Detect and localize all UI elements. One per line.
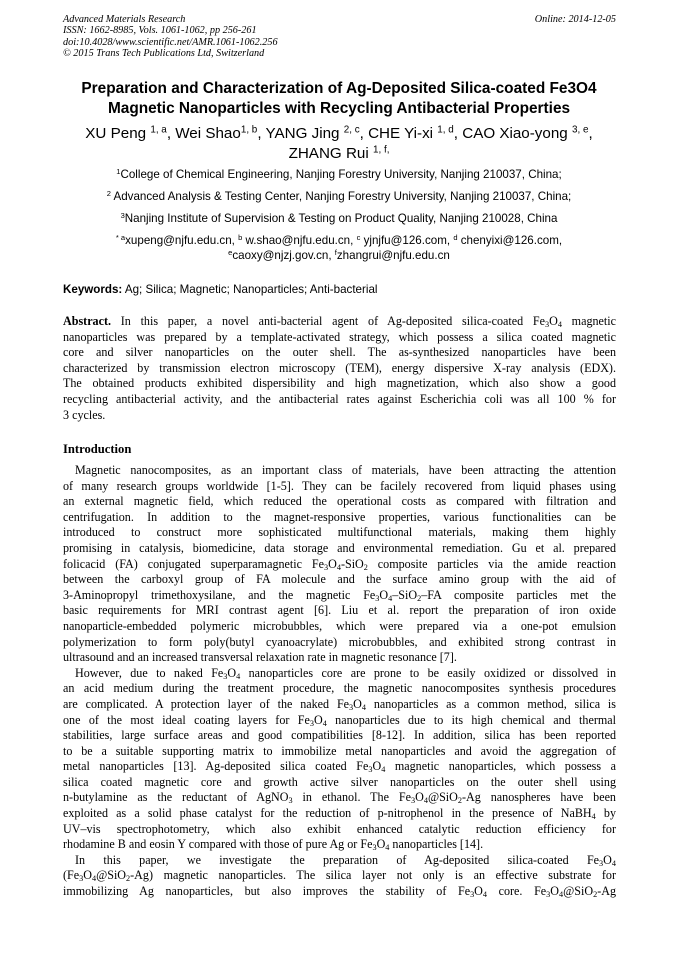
subscript: 4 xyxy=(557,320,562,330)
subscript: 2 xyxy=(126,874,131,884)
subscript: 4 xyxy=(388,593,393,603)
author-name: XU Peng xyxy=(85,125,147,142)
formula-part: Fe xyxy=(360,837,373,852)
subscript: 4 xyxy=(385,843,390,853)
body-text: -Ag xyxy=(597,884,616,899)
body-line xyxy=(63,713,616,729)
formula-part: Fe xyxy=(311,556,324,571)
formula-part: O xyxy=(353,696,362,711)
subscript: 2 xyxy=(457,796,463,806)
affiliation-marker: 3 xyxy=(120,210,125,220)
abstract-line: The obtained products exhibited dispersibility and high magnetization, which also show a good xyxy=(63,376,616,391)
body-line: polymerization to form poly(butyl cyanoacrylate) microbubbles, and exhibited strong contrast in xyxy=(63,634,616,649)
subscript: 4 xyxy=(336,562,341,572)
author-name: , CAO Xiao-yong xyxy=(453,125,568,142)
email-marker: f xyxy=(334,247,337,257)
body-text: core. xyxy=(487,884,535,899)
subscript: 2 xyxy=(363,562,368,572)
author-affiliation-marker: 1, b xyxy=(240,124,258,136)
email-link[interactable]: yjnjfu@126.com, xyxy=(360,234,454,247)
body-text: n-butylamine as the reductant of AgNO xyxy=(63,790,289,805)
body-text: -SiO xyxy=(340,556,364,571)
body-text: @SiO xyxy=(427,790,458,805)
body-text: composite particles via the amide reaction xyxy=(367,556,616,571)
formula-part: O xyxy=(328,556,337,571)
author-separator: , xyxy=(588,125,593,142)
subscript: 3 xyxy=(368,765,373,775)
title-line-1: Preparation and Characterization of Ag-Deposited Silica-coated Fe3O4 xyxy=(81,80,597,97)
body-line xyxy=(63,884,616,900)
abstract-line: nanoparticles was prepared by a template-activated strategy, which possess a silica coated magnetic xyxy=(63,329,616,344)
affiliation-text: Advanced Analysis & Testing Center, Nanjing Forestry University, Nanjing 210037, China; xyxy=(110,190,572,203)
journal-name: Advanced Materials Research xyxy=(63,14,186,25)
author-affiliation-marker: 1, d xyxy=(437,124,454,136)
abstract-line: 3 cycles. xyxy=(63,407,106,422)
journal-header xyxy=(63,14,278,60)
author-name: , CHE Yi-xi xyxy=(359,125,434,142)
abstract-line: characterized by transmission electron microscopy (TEM), energy dispersive X-ray analysis (EDX). xyxy=(63,360,616,375)
introduction-body xyxy=(63,463,616,900)
abstract xyxy=(63,314,616,423)
body-line: stabilities, large surface areas and good compatibilities [8-12]. In addition, silica has been reported xyxy=(63,728,616,743)
body-text: nanoparticles core are prone to be easily oxidized or dissolved in xyxy=(240,665,616,680)
subscript: 3 xyxy=(599,858,604,868)
formula-part: Fe xyxy=(356,759,369,774)
subscript: 4 xyxy=(482,890,488,900)
body-line xyxy=(63,868,616,884)
formula-part: Fe xyxy=(297,712,310,727)
email-link[interactable]: w.shao@njfu.edu.cn, xyxy=(242,234,357,247)
body-text: one of the most ideal coating layers for xyxy=(63,712,298,727)
formula-part: O xyxy=(550,884,559,899)
body-line: introduced to construct more sophisticated multifunctional materials, making them highly xyxy=(63,525,616,540)
author-name: ZHANG Rui xyxy=(288,144,369,162)
body-line xyxy=(63,557,616,573)
author-list xyxy=(40,124,638,163)
subscript: 4 xyxy=(381,765,386,775)
formula-part: Fe xyxy=(586,852,600,867)
formula-part: O xyxy=(372,759,382,774)
body-text: by xyxy=(595,806,616,821)
body-line: basic requirements for MRI contrast agent [6]. Liu et al. report the preparation of iron oxide xyxy=(63,603,616,618)
email-link[interactable]: xupeng@njfu.edu.cn, xyxy=(125,234,239,247)
abstract-line: recycling antibacterial activity, and the antibacterial rates against Escherichia coli was all 100 % for xyxy=(63,391,616,406)
keywords xyxy=(63,283,623,297)
body-text: @SiO xyxy=(563,884,594,899)
author-affiliation-marker: 2, c xyxy=(343,124,360,136)
subscript: 4 xyxy=(423,796,428,806)
email-marker: e xyxy=(228,247,233,257)
body-line xyxy=(63,588,616,604)
subscript: 4 xyxy=(591,812,596,822)
subscript: 4 xyxy=(236,671,241,681)
abstract-line xyxy=(63,314,616,330)
body-line: an acid medium during the treatment procedure, the magnetic nanocomposites synthesis procedures xyxy=(63,681,616,696)
body-text: @SiO xyxy=(96,868,127,883)
subscript: 3 xyxy=(323,562,329,572)
affiliation-marker: 1 xyxy=(116,166,121,176)
subscript: 3 xyxy=(546,890,551,900)
abstract-text: In this paper, a novel anti-bacterial agent of Ag-deposited silica-coated Fe xyxy=(111,314,545,328)
body-line xyxy=(63,837,616,853)
formula-part: O xyxy=(227,665,237,680)
body-text: in ethanol. The xyxy=(292,790,399,805)
online-date-text: Online: 2014-12-05 xyxy=(534,14,616,25)
subscript: 3 xyxy=(79,874,84,884)
formula-part: Fe xyxy=(336,696,350,711)
body-text: nanoparticles as a common method, silica is xyxy=(365,696,616,711)
email-link[interactable]: chenyixi@126.com, xyxy=(457,234,563,247)
author-name: , YANG Jing xyxy=(257,125,340,142)
issn-line: ISSN: 1662-8985, Vols. 1061-1062, pp 256-261 xyxy=(63,25,257,37)
body-line: UV–vis spectrophotometry, which also exhibit enhanced catalytic reduction efficiency for xyxy=(63,821,616,836)
subscript: 4 xyxy=(361,702,366,712)
abstract-line: core and silver nanoparticles on the outer shell. The as-synthesized nanoparticles have been xyxy=(63,345,616,360)
body-line xyxy=(63,666,616,682)
body-line: of many research groups worldwide [1-5]. They can be facilely recovered from liquid phases using xyxy=(63,478,616,493)
body-text: –FA composite particles met the xyxy=(421,587,616,602)
body-text: -Ag nanospheres have been xyxy=(462,790,616,805)
subscript: 3 xyxy=(223,671,228,681)
subscript: 4 xyxy=(322,718,327,728)
subscript: 3 xyxy=(410,796,416,806)
body-line xyxy=(63,806,616,822)
affiliation-1 xyxy=(40,168,638,181)
author-affiliation-marker: 1, a xyxy=(150,124,167,136)
subscript: 3 xyxy=(375,593,380,603)
body-text: nanoparticles [14]. xyxy=(389,837,484,852)
body-text: metal nanoparticles [13]. Ag-deposited silica coated xyxy=(63,759,357,774)
body-line: nanoparticle-embedded polymeric microbubbles, which were prepared via a one-pot emulsion xyxy=(63,618,616,633)
author-affiliation-marker: 3, e xyxy=(571,124,589,136)
formula-part: Fe xyxy=(534,884,547,899)
body-line xyxy=(63,790,616,806)
body-text: In this paper, we investigate the preparation of Ag-deposited silica-coated xyxy=(75,852,587,867)
formula-part: Fe xyxy=(67,868,80,883)
emails-line-1 xyxy=(40,234,638,247)
affiliation-2 xyxy=(40,190,638,203)
body-line: ultrasound and an increased transversal relaxation rate in magnetic resonance [7]. xyxy=(63,650,457,665)
keywords-text: Ag; Silica; Magnetic; Nanoparticles; Anti-bacterial xyxy=(122,283,378,296)
subscript: 3 xyxy=(372,843,377,853)
subscript: 3 xyxy=(288,796,293,806)
formula-part: O xyxy=(313,712,323,727)
body-line: centrifugation. In addition to the magnet-responsive properties, various functionalities can be xyxy=(63,509,616,524)
body-text: ( xyxy=(63,868,68,883)
paper-title xyxy=(40,79,638,119)
subscript: 4 xyxy=(91,874,97,884)
section-heading-introduction: Introduction xyxy=(63,442,132,456)
email-marker: b xyxy=(238,232,243,242)
body-line xyxy=(63,759,616,775)
body-line xyxy=(63,853,616,869)
author-affiliation-marker: 1, f, xyxy=(372,144,390,156)
formula-part: Fe xyxy=(363,587,376,602)
body-text: immobilizing Ag nanoparticles, but also improves the stability of xyxy=(63,884,458,899)
copyright-line: © 2015 Trans Tech Publications Ltd, Switzerland xyxy=(63,48,265,60)
body-line: to be a suitable supporting matrix to immobilize metal nanoparticles and avoid the aggregation of xyxy=(63,743,616,758)
email-marker: d xyxy=(453,232,458,242)
body-text: exploited as a solid phase catalyst for the reduction of p-nitrophenol in the presence of NaBH xyxy=(63,806,592,821)
subscript: 2 xyxy=(417,593,422,603)
formula-part: Fe xyxy=(211,665,224,680)
keywords-label: Keywords: xyxy=(63,283,123,296)
formula-part: O xyxy=(549,314,558,328)
body-line: silica coated magnetic core and growth active silver nanoparticles on the outer shell using xyxy=(63,774,616,789)
doi-line[interactable]: doi:10.4028/www.scientific.net/AMR.1061-1062.256 xyxy=(63,36,278,48)
title-line-2: Magnetic Nanoparticles with Recycling Antibacterial Properties xyxy=(107,100,571,117)
formula-part: Fe xyxy=(398,790,411,805)
email-marker: * a xyxy=(115,232,126,242)
body-text: rhodamine B and eosin Y compared with those of pure Ag or xyxy=(63,837,361,852)
formula-part: O xyxy=(379,587,389,602)
body-line: between the carboxyl group of FA molecule and the surface amino group with the aid of xyxy=(63,572,616,587)
authors-line-1 xyxy=(40,124,638,144)
subscript: 3 xyxy=(470,890,475,900)
email-marker: c xyxy=(356,232,361,242)
body-line: Magnetic nanocomposites, as an important class of materials, have been attracting the attention xyxy=(75,463,616,477)
formula-part: O xyxy=(474,884,483,899)
online-date xyxy=(535,14,616,25)
subscript: 2 xyxy=(593,890,598,900)
body-text: -Ag) magnetic nanoparticles. The silica layer not only is an effective substrate for xyxy=(130,868,616,883)
body-text: are complicated. A protection layer of the naked xyxy=(63,696,337,711)
subscript: 4 xyxy=(611,858,616,868)
body-text: folicacid (FA) conjugated superparamagnetic xyxy=(63,556,312,571)
body-text: However, due to naked xyxy=(75,665,212,680)
body-line: promising in catalysis, biomedicine, data storage and environmental remediation. Gu et al. prepared xyxy=(63,540,616,555)
body-line xyxy=(63,697,616,713)
formula-part: O xyxy=(83,868,92,883)
subscript: 3 xyxy=(349,702,354,712)
formula-part: O xyxy=(376,837,386,852)
body-line: an external magnetic field, which reduced the operational costs as compared with filtration and xyxy=(63,494,616,509)
affiliation-marker: 2 xyxy=(106,188,111,198)
affiliation-text: College of Chemical Engineering, Nanjing Forestry University, Nanjing 210037, China; xyxy=(120,168,562,181)
body-text: nanoparticles due to its high chemical and thermal xyxy=(326,712,616,727)
email-link[interactable]: zhangrui@njfu.edu.cn xyxy=(336,249,450,262)
emails-line-2 xyxy=(40,249,638,262)
affiliation-3 xyxy=(40,212,638,225)
formula-part: O xyxy=(603,852,612,867)
formula-part: O xyxy=(415,790,424,805)
body-text: 3-Aminopropyl trimethoxysilane, and the magnetic xyxy=(63,587,364,602)
author-name: , Wei Shao xyxy=(166,125,241,142)
subscript: 3 xyxy=(544,320,550,330)
formula-part: Fe xyxy=(457,884,471,899)
abstract-label: Abstract. xyxy=(63,314,112,328)
abstract-text: magnetic xyxy=(561,314,616,328)
subscript: 3 xyxy=(309,718,314,728)
body-text: –SiO xyxy=(392,587,418,602)
email-link[interactable]: caoxy@njzj.gov.cn, xyxy=(232,249,335,262)
authors-line-2 xyxy=(40,144,638,164)
body-text: magnetic nanoparticles, which possess a xyxy=(385,759,616,774)
subscript: 4 xyxy=(559,890,564,900)
affiliation-text: Nanjing Institute of Supervision & Testing on Product Quality, Nanjing 210028, China xyxy=(124,212,558,225)
